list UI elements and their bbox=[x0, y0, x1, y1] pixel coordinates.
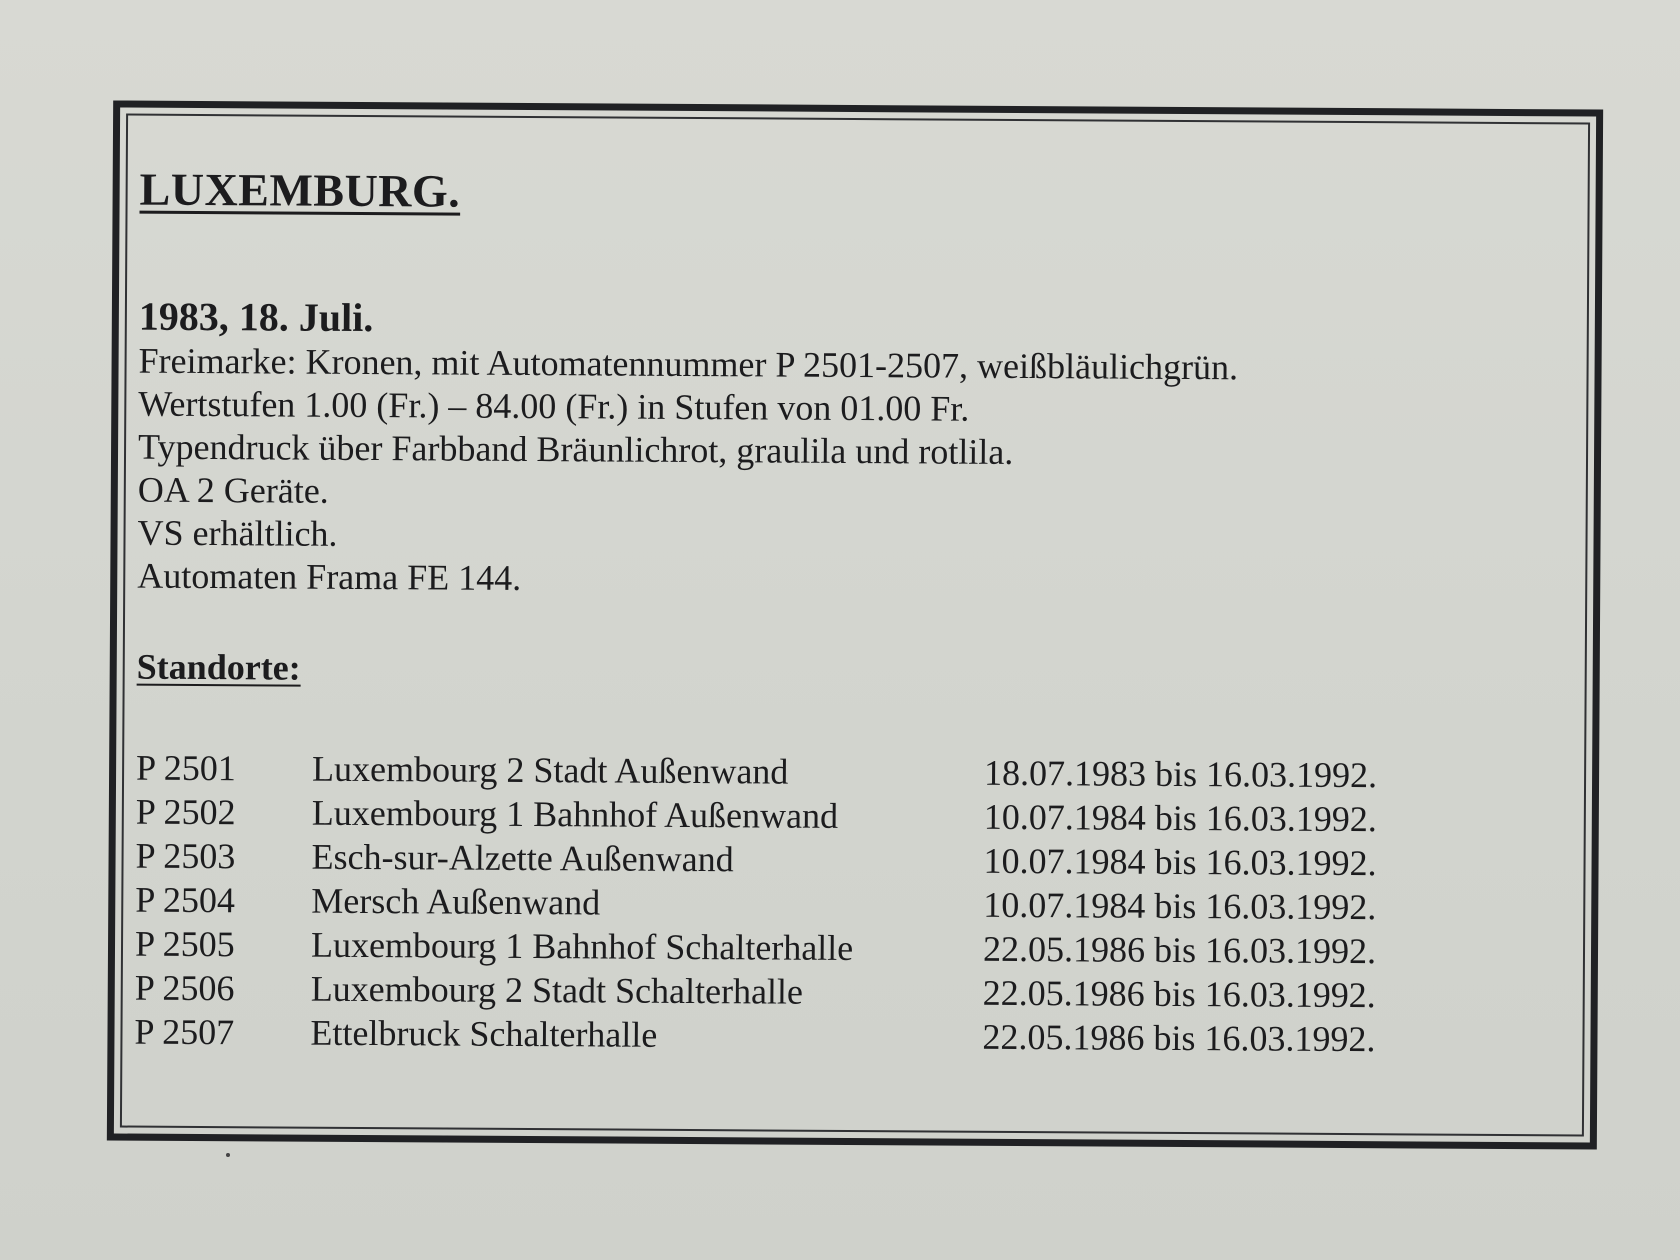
location-name: Luxembourg 1 Bahnhof Außenwand bbox=[311, 792, 839, 836]
ink-speck bbox=[226, 1153, 230, 1157]
location-row bbox=[134, 1010, 1550, 1063]
machine-number: P 2501 bbox=[135, 747, 236, 789]
page-content bbox=[134, 163, 1555, 1063]
location-name: Esch-sur-Alzette Außenwand bbox=[311, 836, 734, 880]
locations-heading: Standorte: bbox=[136, 646, 301, 688]
service-period: 10.07.1984 bis 16.03.1992. bbox=[983, 796, 1377, 840]
location-name: Luxembourg 1 Bahnhof Schalterhalle bbox=[310, 924, 854, 968]
service-period: 10.07.1984 bis 16.03.1992. bbox=[983, 840, 1377, 884]
description-line: Typendruck über Farbband Bräunlichrot, graulila und rotlila. bbox=[137, 426, 1014, 472]
page-title: LUXEMBURG. bbox=[139, 163, 461, 217]
service-period: 22.05.1986 bis 16.03.1992. bbox=[982, 1016, 1376, 1060]
issue-date-heading: 1983, 18. Juli. bbox=[138, 293, 374, 341]
issue-description bbox=[137, 340, 1555, 607]
machine-number: P 2503 bbox=[135, 835, 236, 877]
locations-list bbox=[134, 746, 1552, 1063]
description-line: VS erhältlich. bbox=[137, 512, 338, 554]
location-name: Luxembourg 2 Stadt Außenwand bbox=[311, 748, 789, 792]
location-name: Ettelbruck Schalterhalle bbox=[310, 1012, 658, 1055]
service-period: 22.05.1986 bis 16.03.1992. bbox=[982, 928, 1377, 972]
machine-number: P 2507 bbox=[134, 1011, 235, 1053]
description-line: Freimarke: Kronen, mit Automatennummer P 2501-2507, weißbläulichgrün. bbox=[138, 340, 1239, 388]
service-period: 18.07.1983 bis 16.03.1992. bbox=[983, 752, 1378, 796]
location-name: Luxembourg 2 Stadt Schalterhalle bbox=[310, 968, 804, 1012]
service-period: 10.07.1984 bis 16.03.1992. bbox=[983, 884, 1377, 928]
machine-number: P 2504 bbox=[135, 879, 236, 921]
machine-number: P 2502 bbox=[135, 791, 236, 833]
description-line: OA 2 Geräte. bbox=[137, 469, 329, 511]
machine-number: P 2505 bbox=[134, 923, 235, 965]
description-line: Automaten Frama FE 144. bbox=[137, 555, 522, 598]
service-period: 22.05.1986 bis 16.03.1992. bbox=[982, 972, 1376, 1016]
location-name: Mersch Außenwand bbox=[311, 880, 601, 923]
album-page-frame bbox=[107, 100, 1603, 1149]
description-line: Wertstufen 1.00 (Fr.) – 84.00 (Fr.) in Stufen von 01.00 Fr. bbox=[138, 383, 970, 429]
machine-number: P 2506 bbox=[134, 967, 235, 1009]
